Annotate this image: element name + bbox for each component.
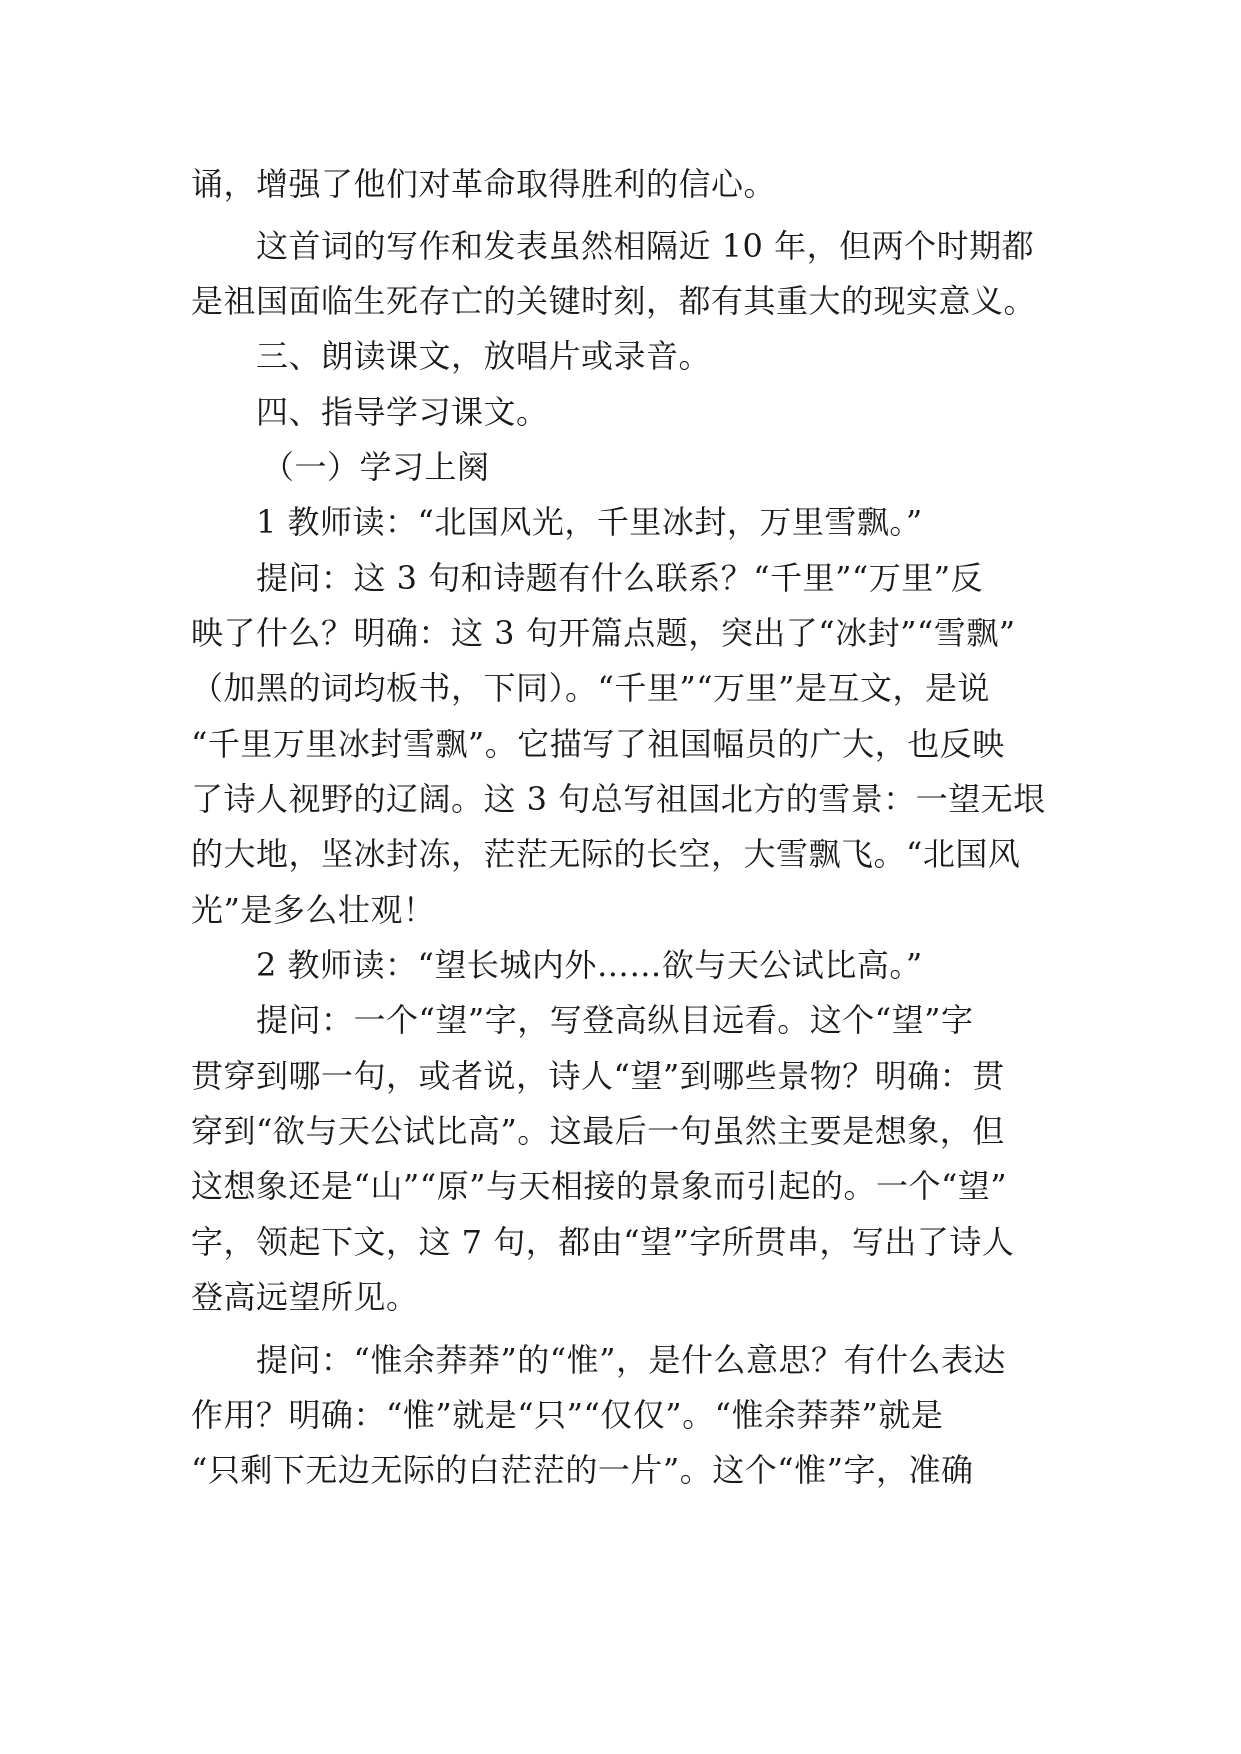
- text-line: 提问：这 3 句和诗题有什么联系？“千里”“万里”反: [256, 559, 984, 597]
- text-line: 映了什么？明确：这 3 句开篇点题，突出了“冰封”“雪飘”: [191, 614, 1016, 652]
- text-line: 诵，增强了他们对革命取得胜利的信心。: [191, 165, 777, 203]
- text-line: 四、指导学习课文。: [256, 393, 549, 431]
- section-heading: （一）学习上阕: [262, 448, 490, 486]
- text-line: 贯穿到哪一句，或者说，诗人“望”到哪些景物？明确：贯: [191, 1057, 1005, 1095]
- text-line: 提问：一个“望”字，写登高纵目远看。这个“望”字: [256, 1001, 974, 1039]
- text-line: 2 教师读：“望长城内外……欲与天公试比高。”: [256, 946, 923, 984]
- text-line: 穿到“欲与天公试比高”。这最后一句虽然主要是想象，但: [191, 1112, 1005, 1150]
- text-line: 三、朗读课文，放唱片或录音。: [256, 337, 712, 375]
- text-line: 1 教师读：“北国风光，千里冰封，万里雪飘。”: [256, 503, 923, 541]
- text-line: 是祖国面临生死存亡的关键时刻，都有其重大的现实意义。: [191, 282, 1037, 320]
- text-line: （加黑的词均板书，下同）。“千里”“万里”是互文，是说: [191, 669, 990, 707]
- text-line: 字，领起下文，这 7 句，都由“望”字所贯串，写出了诗人: [191, 1223, 1015, 1261]
- text-line: 这想象还是“山”“原”与天相接的景象而引起的。一个“望”: [191, 1167, 1008, 1205]
- text-line: 提问：“惟余莽莽”的“惟”，是什么意思？有什么表达: [256, 1341, 1006, 1379]
- text-line: “只剩下无边无际的白茫茫的一片”。这个“惟”字，准确: [191, 1451, 974, 1489]
- text-line: 光”是多么壮观！: [191, 891, 436, 929]
- text-line: 登高远望所见。: [191, 1278, 419, 1316]
- text-line: 了诗人视野的辽阔。这 3 句总写祖国北方的雪景：一望无垠: [191, 780, 1046, 818]
- text-line: 的大地，坚冰封冻，茫茫无际的长空，大雪飘飞。“北国风: [191, 835, 1021, 873]
- text-line: 这首词的写作和发表虽然相隔近 10 年，但两个时期都: [256, 227, 1035, 265]
- text-line: “千里万里冰封雪飘”。它描写了祖国幅员的广大，也反映: [191, 725, 1005, 763]
- text-line: 作用？明确：“惟”就是“只”“仅仅”。“惟余莽莽”就是: [191, 1396, 944, 1434]
